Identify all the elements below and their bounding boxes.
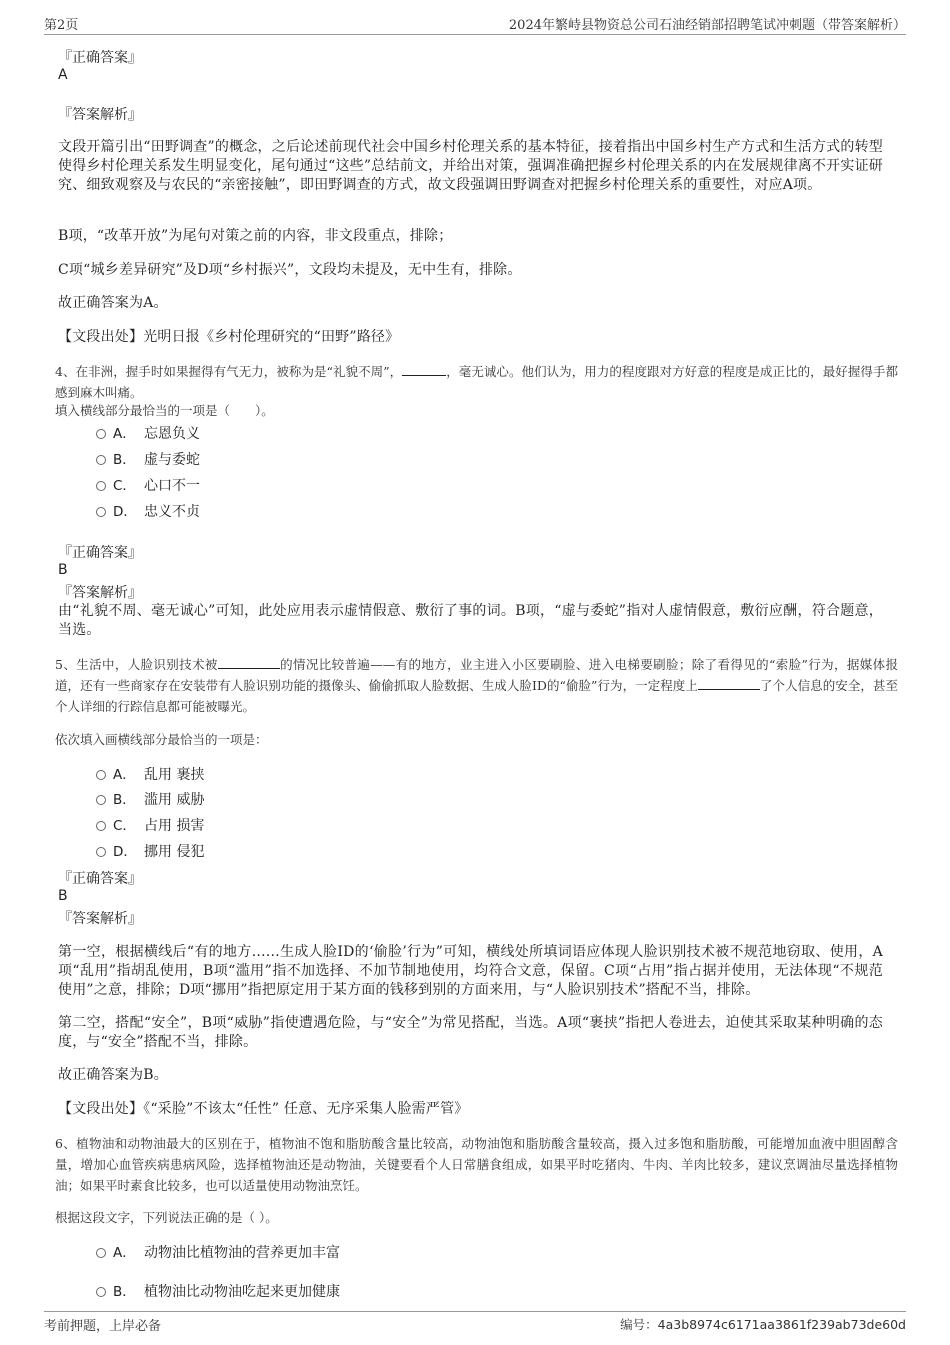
option-b[interactable] — [96, 1282, 426, 1302]
radio-button[interactable] — [96, 429, 106, 439]
fill-blank — [402, 363, 446, 376]
option-letter: A． — [113, 767, 136, 783]
radio-button[interactable] — [96, 770, 106, 780]
option-a[interactable] — [96, 1243, 426, 1263]
radio-button[interactable] — [96, 847, 106, 857]
option-c[interactable] — [96, 816, 296, 836]
analysis-paragraph: C项“城乡差异研究”及D项“乡村振兴”，文段均未提及，无中生有，排除。 — [58, 262, 522, 278]
option-text: 挪用 侵犯 — [144, 844, 205, 860]
correct-answer-label: 『正确答案』 — [58, 545, 142, 561]
source-citation: 【文段出处】光明日报《乡村伦理研究的“田野”路径》 — [58, 329, 400, 345]
analysis-label: 『答案解析』 — [58, 107, 142, 123]
option-letter: D． — [113, 844, 137, 860]
option-letter: C． — [113, 478, 136, 494]
question-stem — [55, 654, 898, 717]
radio-button[interactable] — [96, 1248, 106, 1258]
option-letter: A． — [113, 426, 136, 442]
option-c[interactable] — [96, 476, 296, 496]
option-letter: B． — [113, 452, 136, 468]
correct-answer-label: 『正确答案』 — [58, 871, 142, 887]
analysis-label: 『答案解析』 — [58, 911, 142, 927]
option-letter: B． — [113, 792, 136, 808]
option-letter: C． — [113, 818, 136, 834]
radio-button[interactable] — [96, 481, 106, 491]
correct-answer-label: 『正确答案』 — [58, 50, 142, 66]
option-d[interactable] — [96, 842, 296, 862]
analysis-paragraph: B项，“改革开放”为尾句对策之前的内容，非文段重点，排除； — [58, 228, 453, 244]
fill-blank — [218, 656, 280, 669]
question-prompt: 根据这段文字，下列说法正确的是（ ）。 — [55, 1210, 278, 1225]
analysis-paragraph: 由“礼貌不周、毫无诚心”可知，此处应用表示虚情假意、敷衍了事的词。B项，“虚与委蛇”指对人虚情假意，敷衍应酬，符合题意，当选。 — [58, 603, 883, 638]
option-letter: D． — [113, 504, 137, 520]
option-text: 乱用 裹挟 — [144, 767, 205, 783]
document-code: 编号：4a3b8974c6171aa3861f239ab73de60d — [620, 1317, 906, 1332]
option-text: 忘恩负义 — [144, 426, 200, 442]
analysis-conclusion: 故正确答案为B。 — [58, 1067, 168, 1083]
document-title: 2024年繁峙县物资总公司石油经销部招聘笔试冲刺题（带答案解析） — [508, 18, 906, 33]
radio-button[interactable] — [96, 821, 106, 831]
option-text: 滥用 威胁 — [144, 792, 205, 808]
option-letter: A． — [113, 1245, 136, 1261]
stem-text: 4、在非洲，握手时如果握得有气无力，被称为是“礼貌不周”， — [55, 364, 403, 379]
option-a[interactable] — [96, 765, 296, 785]
question-stem — [55, 361, 898, 403]
option-b[interactable] — [96, 790, 296, 810]
stem-text: 了个人信息的安全，甚至个人详细的行踪信息都可能被曝光。 — [55, 678, 898, 714]
option-a[interactable] — [96, 424, 296, 444]
stem-text: 5、生活中，人脸识别技术被 — [55, 657, 218, 672]
option-text: 心口不一 — [144, 478, 200, 494]
stem-text: ，毫无诚心。他们认为，用力的程度跟对方好意的程度是成正比的，最好握得手都感到麻木叫痛。 — [55, 364, 898, 400]
stem-text: 的情况比较普遍——有的地方，业主进入小区要刷脸、进入电梯要刷脸；除了看得见的“索脸”行为，据媒体报道，还有一些商家存在安装带有人脸识别功能的摄像头、偷偷抓取人脸数据、生成人脸ID的“偷脸”行为，一定程度上 — [55, 657, 898, 693]
radio-button[interactable] — [96, 1287, 106, 1297]
page-number: 第2页 — [44, 18, 79, 33]
fill-blank — [698, 677, 760, 690]
option-text: 忠义不贞 — [144, 504, 200, 520]
analysis-label: 『答案解析』 — [58, 585, 142, 601]
correct-answer-value: B — [58, 888, 68, 904]
analysis-conclusion: 故正确答案为A。 — [58, 295, 168, 311]
radio-button[interactable] — [96, 455, 106, 465]
analysis-paragraph: 第二空，搭配“安全”，B项“威胁”指使遭遇危险，与“安全”为常见搭配，当选。A项“裹挟”指把人卷进去，迫使其采取某种明确的态度，与“安全”搭配不当，排除。 — [58, 1015, 883, 1050]
radio-button[interactable] — [96, 795, 106, 805]
source-citation: 【文段出处】《“采脸”不该太“任性” 任意、无序采集人脸需严管》 — [58, 1101, 469, 1117]
analysis-paragraph: 文段开篇引出“田野调查”的概念，之后论述前现代社会中国乡村伦理关系的基本特征，接着指出中国乡村生产方式和生活方式的转型使得乡村伦理关系发生明显变化，尾句通过“这些”总结前文，并给出对策，强调准确把握乡村伦理关系的内在发展规律离不开实证研究、细致观察及与农民的“亲密接触”，即田野调查的方式，故文段强调田野调查对把握乡村伦理关系的重要性，对应A项。 — [58, 139, 883, 193]
correct-answer-value: A — [58, 67, 68, 83]
question-prompt: 依次填入画横线部分最恰当的一项是： — [55, 732, 268, 747]
option-d[interactable] — [96, 502, 296, 522]
option-text: 植物油比动物油吃起来更加健康 — [144, 1284, 340, 1300]
option-b[interactable] — [96, 450, 296, 470]
page-footer — [44, 1311, 906, 1334]
option-text: 虚与委蛇 — [144, 452, 200, 468]
radio-button[interactable] — [96, 507, 106, 517]
question-stem: 6、植物油和动物油最大的区别在于，植物油不饱和脂肪酸含量比较高，动物油饱和脂肪酸含量较高，摄入过多饱和脂肪酸，可能增加血液中胆固醇含量，增加心血管疾病患病风险，选择植物油还是动物油，关键要看个人日常膳食组成，如果平时吃猪肉、牛肉、羊肉比较多，建议烹调油尽量选择植物油；如果平时素食比较多，也可以适量使用动物油烹饪。 — [55, 1136, 898, 1193]
correct-answer-value: B — [58, 562, 68, 578]
option-letter: B． — [113, 1284, 136, 1300]
question-prompt: 填入横线部分最恰当的一项是（ ）。 — [55, 403, 274, 418]
option-text: 动物油比植物油的营养更加丰富 — [144, 1245, 340, 1261]
page-header — [44, 12, 906, 35]
analysis-paragraph: 第一空，根据横线后“有的地方……生成人脸ID的‘偷脸’行为”可知，横线处所填词语应体现人脸识别技术被不规范地窃取、使用，A项“乱用”指胡乱使用，B项“滥用”指不加选择、不加节制地使用，均符合文意，保留。C项“占用”指占据并使用，无法体现“不规范使用”之意，排除；D项“挪用”指把原定用于某方面的钱移到别的方面来用，与“人脸识别技术”搭配不当，排除。 — [58, 944, 883, 998]
footer-slogan: 考前押题，上岸必备 — [44, 1319, 162, 1334]
option-text: 占用 损害 — [144, 818, 205, 834]
